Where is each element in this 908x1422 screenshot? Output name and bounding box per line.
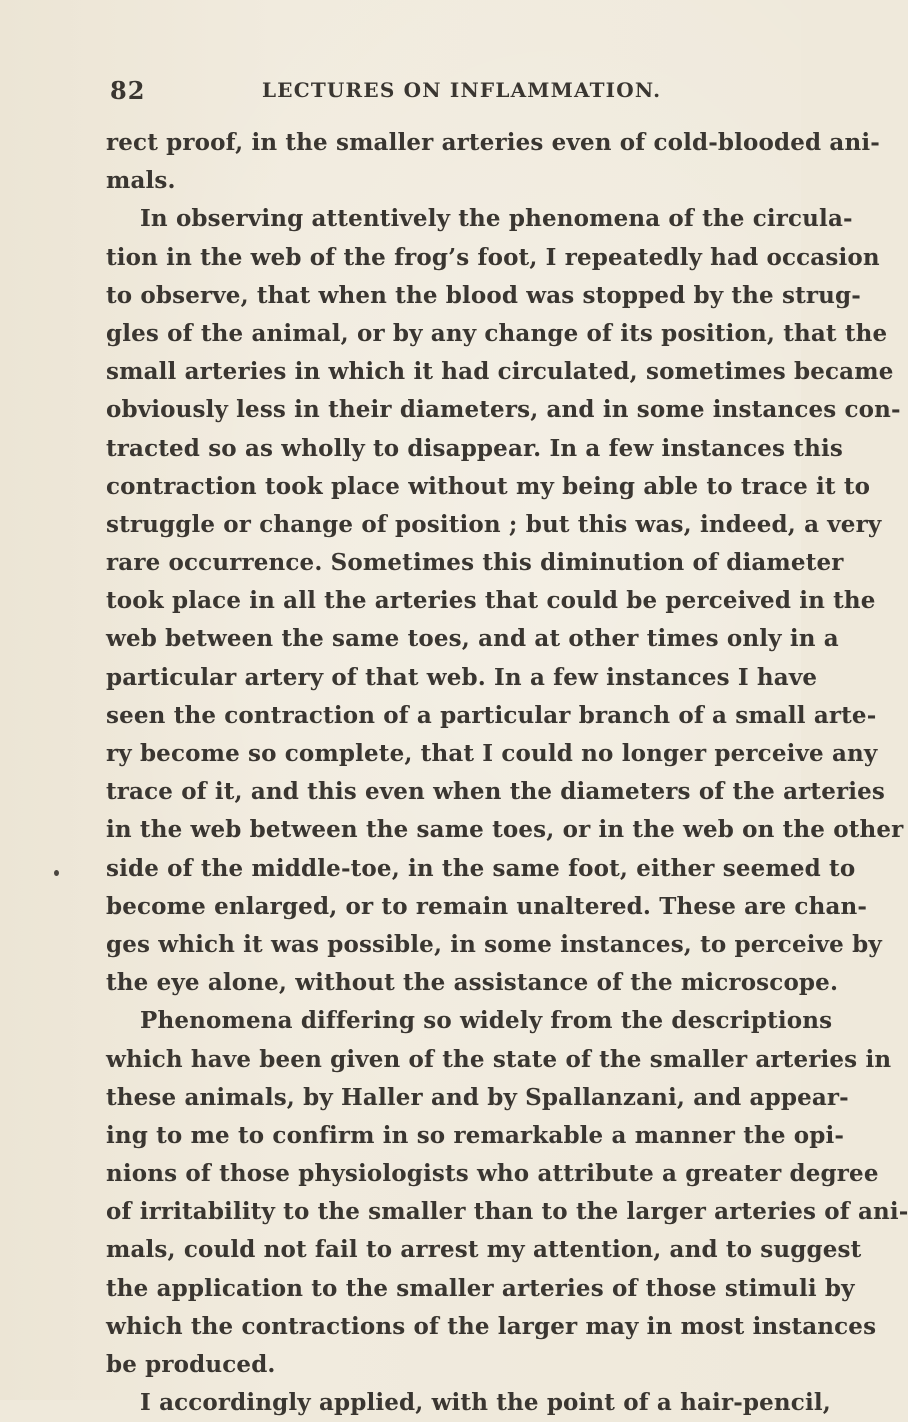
text-line: to observe, that when the blood was stopped by the strug- bbox=[106, 281, 861, 309]
text-line: nions of those physiologists who attribute a greater degree bbox=[106, 1160, 879, 1188]
text-line: which have been given of the state of the smaller arteries in bbox=[106, 1045, 892, 1073]
ink-speck bbox=[54, 870, 59, 876]
text-line: rect proof, in the smaller arteries even of cold-blooded ani- bbox=[106, 129, 880, 156]
text-line: these animals, by Haller and by Spallanzani, and appear- bbox=[106, 1083, 849, 1111]
text-line: ry become so complete, that I could no longer perceive any bbox=[106, 740, 878, 767]
text-line: In observing attentively the phenomena of the circula- bbox=[140, 205, 853, 233]
text-line: tracted so as wholly to disappear. In a few instances this bbox=[106, 434, 843, 462]
text-line: contraction took place without my being able to trace it to bbox=[106, 472, 871, 500]
text-line: seen the contraction of a particular branch of a small arte- bbox=[106, 701, 877, 729]
body-text bbox=[106, 124, 908, 1422]
text-line: in the web between the same toes, or in the web on the other bbox=[106, 816, 904, 844]
text-line: the application to the smaller arteries of those stimuli by bbox=[106, 1274, 855, 1302]
text-line: ges which it was possible, in some instances, to perceive by bbox=[106, 930, 882, 958]
text-line: gles of the animal, or by any change of its position, that the bbox=[106, 319, 888, 347]
text-line: Phenomena differing so widely from the descriptions bbox=[140, 1007, 833, 1035]
text-line: tion in the web of the frog’s foot, I repeatedly had occasion bbox=[106, 243, 880, 271]
text-line: I accordingly applied, with the point of a hair-pencil, bbox=[140, 1389, 831, 1417]
page-header bbox=[0, 76, 801, 110]
text-line: struggle or change of position ; but this was, indeed, a very bbox=[106, 510, 882, 538]
text-line: obviously less in their diameters, and in some instances con- bbox=[106, 396, 901, 424]
text-line: be produced. bbox=[106, 1351, 276, 1378]
text-line: small arteries in which it had circulated, sometimes became bbox=[106, 358, 894, 386]
page-number: 82 bbox=[110, 76, 146, 105]
text-line: which the contractions of the larger may in most instances bbox=[106, 1312, 877, 1340]
text-line: ing to me to confirm in so remarkable a manner the opi- bbox=[106, 1121, 845, 1149]
text-line: trace of it, and this even when the diameters of the arteries bbox=[106, 778, 886, 806]
text-line: mals, could not fail to arrest my attention, and to suggest bbox=[106, 1236, 862, 1264]
text-line: took place in all the arteries that could be perceived in the bbox=[106, 587, 876, 615]
text-line: of irritability to the smaller than to the larger arteries of ani- bbox=[106, 1198, 908, 1226]
text-line: the eye alone, without the assistance of the microscope. bbox=[106, 969, 839, 997]
text-line: particular artery of that web. In a few instances I have bbox=[106, 663, 818, 691]
text-line: become enlarged, or to remain unaltered. These are chan- bbox=[106, 892, 868, 920]
running-head: LECTURES ON INFLAMMATION. bbox=[262, 78, 662, 102]
text-line: web between the same toes, and at other times only in a bbox=[106, 625, 839, 653]
text-line: rare occurrence. Sometimes this diminution of diameter bbox=[106, 549, 844, 577]
text-line: mals. bbox=[106, 167, 176, 195]
text-line: side of the middle-toe, in the same foot, either seemed to bbox=[106, 854, 856, 882]
